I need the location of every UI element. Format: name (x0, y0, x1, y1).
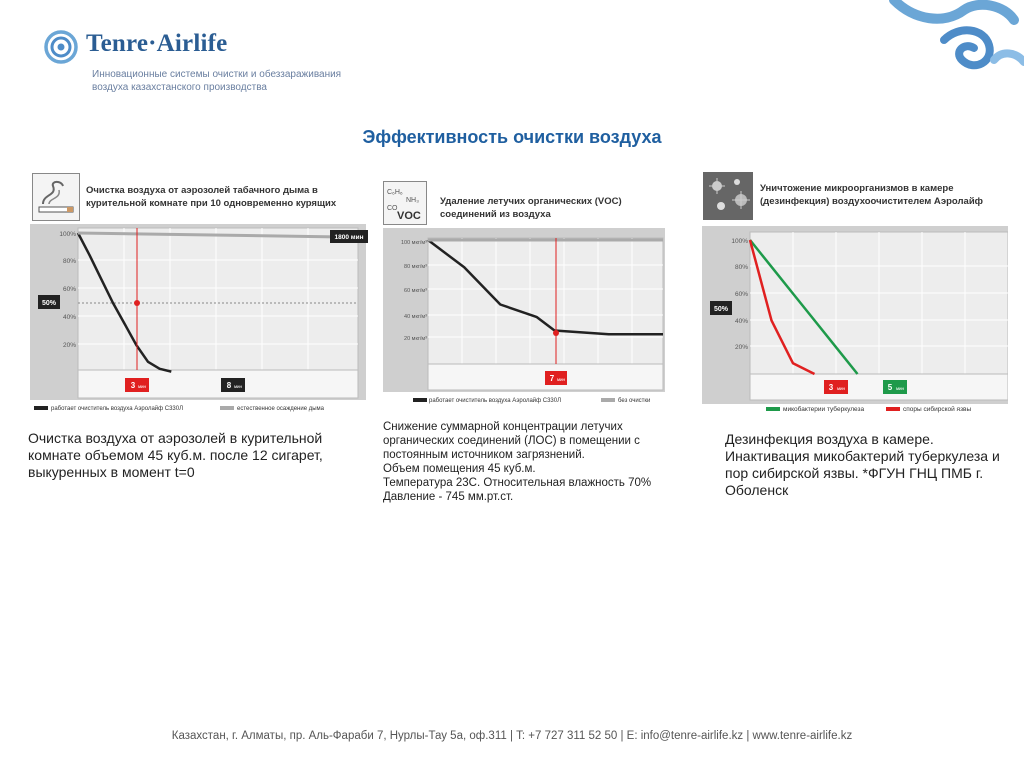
panel-2-description (383, 420, 693, 504)
chart-2-marker-7 (545, 371, 567, 385)
chart-1-legend (34, 405, 325, 412)
tagline-line-2: воздуха казахстанского производства (92, 82, 267, 93)
svg-text:CO: CO (387, 205, 398, 212)
svg-text:мин: мин (233, 384, 243, 389)
panel-2-desc-line-1: Снижение суммарной концентрации летучих органических соединений (ЛОС) в помещении с постоянным источником загрязнений. (383, 421, 640, 461)
svg-text:C₆H₆: C₆H₆ (387, 189, 403, 196)
panel-3-title-line-2: (дезинфекция) воздухоочистителем Аэролайф (760, 196, 983, 207)
svg-text:мин: мин (137, 384, 147, 389)
chart-3 (702, 226, 1008, 416)
chart-3-marker-5 (883, 380, 907, 394)
chart-1-1800-badge (330, 230, 368, 243)
chart-3-50-badge (710, 301, 732, 315)
chart-3-ytick: 40% (734, 318, 748, 325)
panel-1-title (86, 184, 336, 210)
chart-1-intersection-dot (134, 300, 140, 306)
svg-text:1800 мин: 1800 мин (334, 234, 364, 241)
chart-2-intersection-dot (553, 330, 559, 336)
decorative-swirl (884, 0, 1024, 80)
panel-3-title (760, 182, 983, 208)
panel-2-desc-line-2: Объем помещения 45 куб.м. (383, 463, 536, 475)
chart-2-ytick: 80 мкг/м³ (404, 264, 427, 270)
chart-2-ytick: 100 мкг/м³ (400, 240, 427, 246)
svg-text:без очистки: без очистки (618, 398, 651, 404)
chart-1-ytick: 60% (62, 286, 76, 293)
svg-text:50%: 50% (713, 306, 729, 313)
panel-2-title (440, 195, 622, 221)
chart-1-50-badge (38, 295, 60, 309)
svg-text:мин: мин (556, 377, 566, 382)
chart-3-marker-3 (824, 380, 848, 394)
panel-1-title-line-2: курительной комнате при 10 одновременно курящих (86, 198, 337, 209)
logo-icon (44, 30, 78, 64)
chart-1-ytick: 40% (62, 314, 76, 321)
svg-text:3: 3 (130, 381, 136, 390)
page-title: Эффективность очистки воздуха (362, 127, 662, 147)
panel-2-title-line-1: Удаление летучих органических (VOC) (440, 196, 622, 207)
brand-tagline (92, 68, 341, 94)
chart-3-ytick: 100% (731, 238, 748, 245)
svg-text:NH₃: NH₃ (406, 197, 419, 204)
svg-text:работает очиститель воздуха Аэ: работает очиститель воздуха Аэролайф С330Л (51, 406, 184, 412)
chart-2-ytick: 20 мкг/м³ (404, 336, 427, 342)
brand-name: Tenre·Airlife (86, 30, 228, 57)
chart-3-ytick: 60% (734, 291, 748, 298)
smoke-icon (32, 173, 80, 221)
microorganism-icon (703, 172, 753, 220)
panel-2-desc-line-4: Давление - 745 мм.рт.ст. (383, 491, 514, 503)
svg-text:мин: мин (836, 386, 846, 391)
voc-icon (383, 181, 427, 225)
chart-1-ytick: 100% (59, 231, 76, 238)
panel-1-description: Очистка воздуха от аэрозолей в курительной комнате объемом 45 куб.м. после 12 сигарет, выкуренных в момент t=0 (28, 430, 323, 480)
chart-2-legend (413, 397, 650, 404)
chart-1-ytick: 20% (62, 342, 76, 349)
svg-text:50%: 50% (41, 300, 57, 307)
svg-text:микобактерии туберкулеза: микобактерии туберкулеза (783, 406, 865, 413)
svg-text:8: 8 (226, 381, 232, 390)
panel-3-title-line-1: Уничтожение микроорганизмов в камере (760, 183, 954, 194)
chart-3-ytick: 80% (734, 264, 748, 271)
chart-1-marker-8 (221, 378, 245, 392)
svg-text:7: 7 (549, 374, 555, 383)
chart-1 (30, 224, 370, 416)
chart-1-ytick: 80% (62, 258, 76, 265)
chart-3-legend (766, 405, 971, 413)
panel-3-description: Дезинфекция воздуха в камере. Инактивация микобактерий туберкулеза и пор сибирской язвы. *ФГУН ГНЦ ПМБ г. Оболенск (725, 431, 1000, 498)
svg-text:мин: мин (895, 386, 905, 391)
chart-2 (383, 228, 683, 408)
panel-1-title-line-1: Очистка воздуха от аэрозолей табачного дыма в (86, 185, 318, 196)
tagline-line-1: Инновационные системы очистки и обеззараживания (92, 69, 342, 80)
chart-1-marker-3 (125, 378, 149, 392)
chart-2-ytick: 40 мкг/м³ (404, 314, 427, 320)
svg-text:5: 5 (887, 383, 893, 392)
panel-2-desc-line-3: Температура 23С. Относительная влажность 70% (383, 477, 652, 489)
svg-text:споры сибирской язвы: споры сибирской язвы (903, 406, 972, 413)
chart-3-ytick: 20% (734, 344, 748, 351)
svg-text:естественное осаждение дыма: естественное осаждение дыма (237, 406, 324, 412)
svg-text:VOC: VOC (397, 210, 421, 222)
chart-2-ytick: 60 мкг/м³ (404, 288, 427, 294)
svg-text:3: 3 (828, 383, 834, 392)
footer-contacts: Казахстан, г. Алматы, пр. Аль-Фараби 7, Нурлы-Тау 5а, оф.311 | T: +7 727 311 52 50 | E: info@tenre-airlife.kz | www.tenre-airlife.kz (171, 730, 853, 742)
panel-2-title-line-2: соединений из воздуха (440, 209, 551, 220)
svg-text:работает очиститель воздуха Аэ: работает очиститель воздуха Аэролайф С330Л (429, 398, 562, 404)
